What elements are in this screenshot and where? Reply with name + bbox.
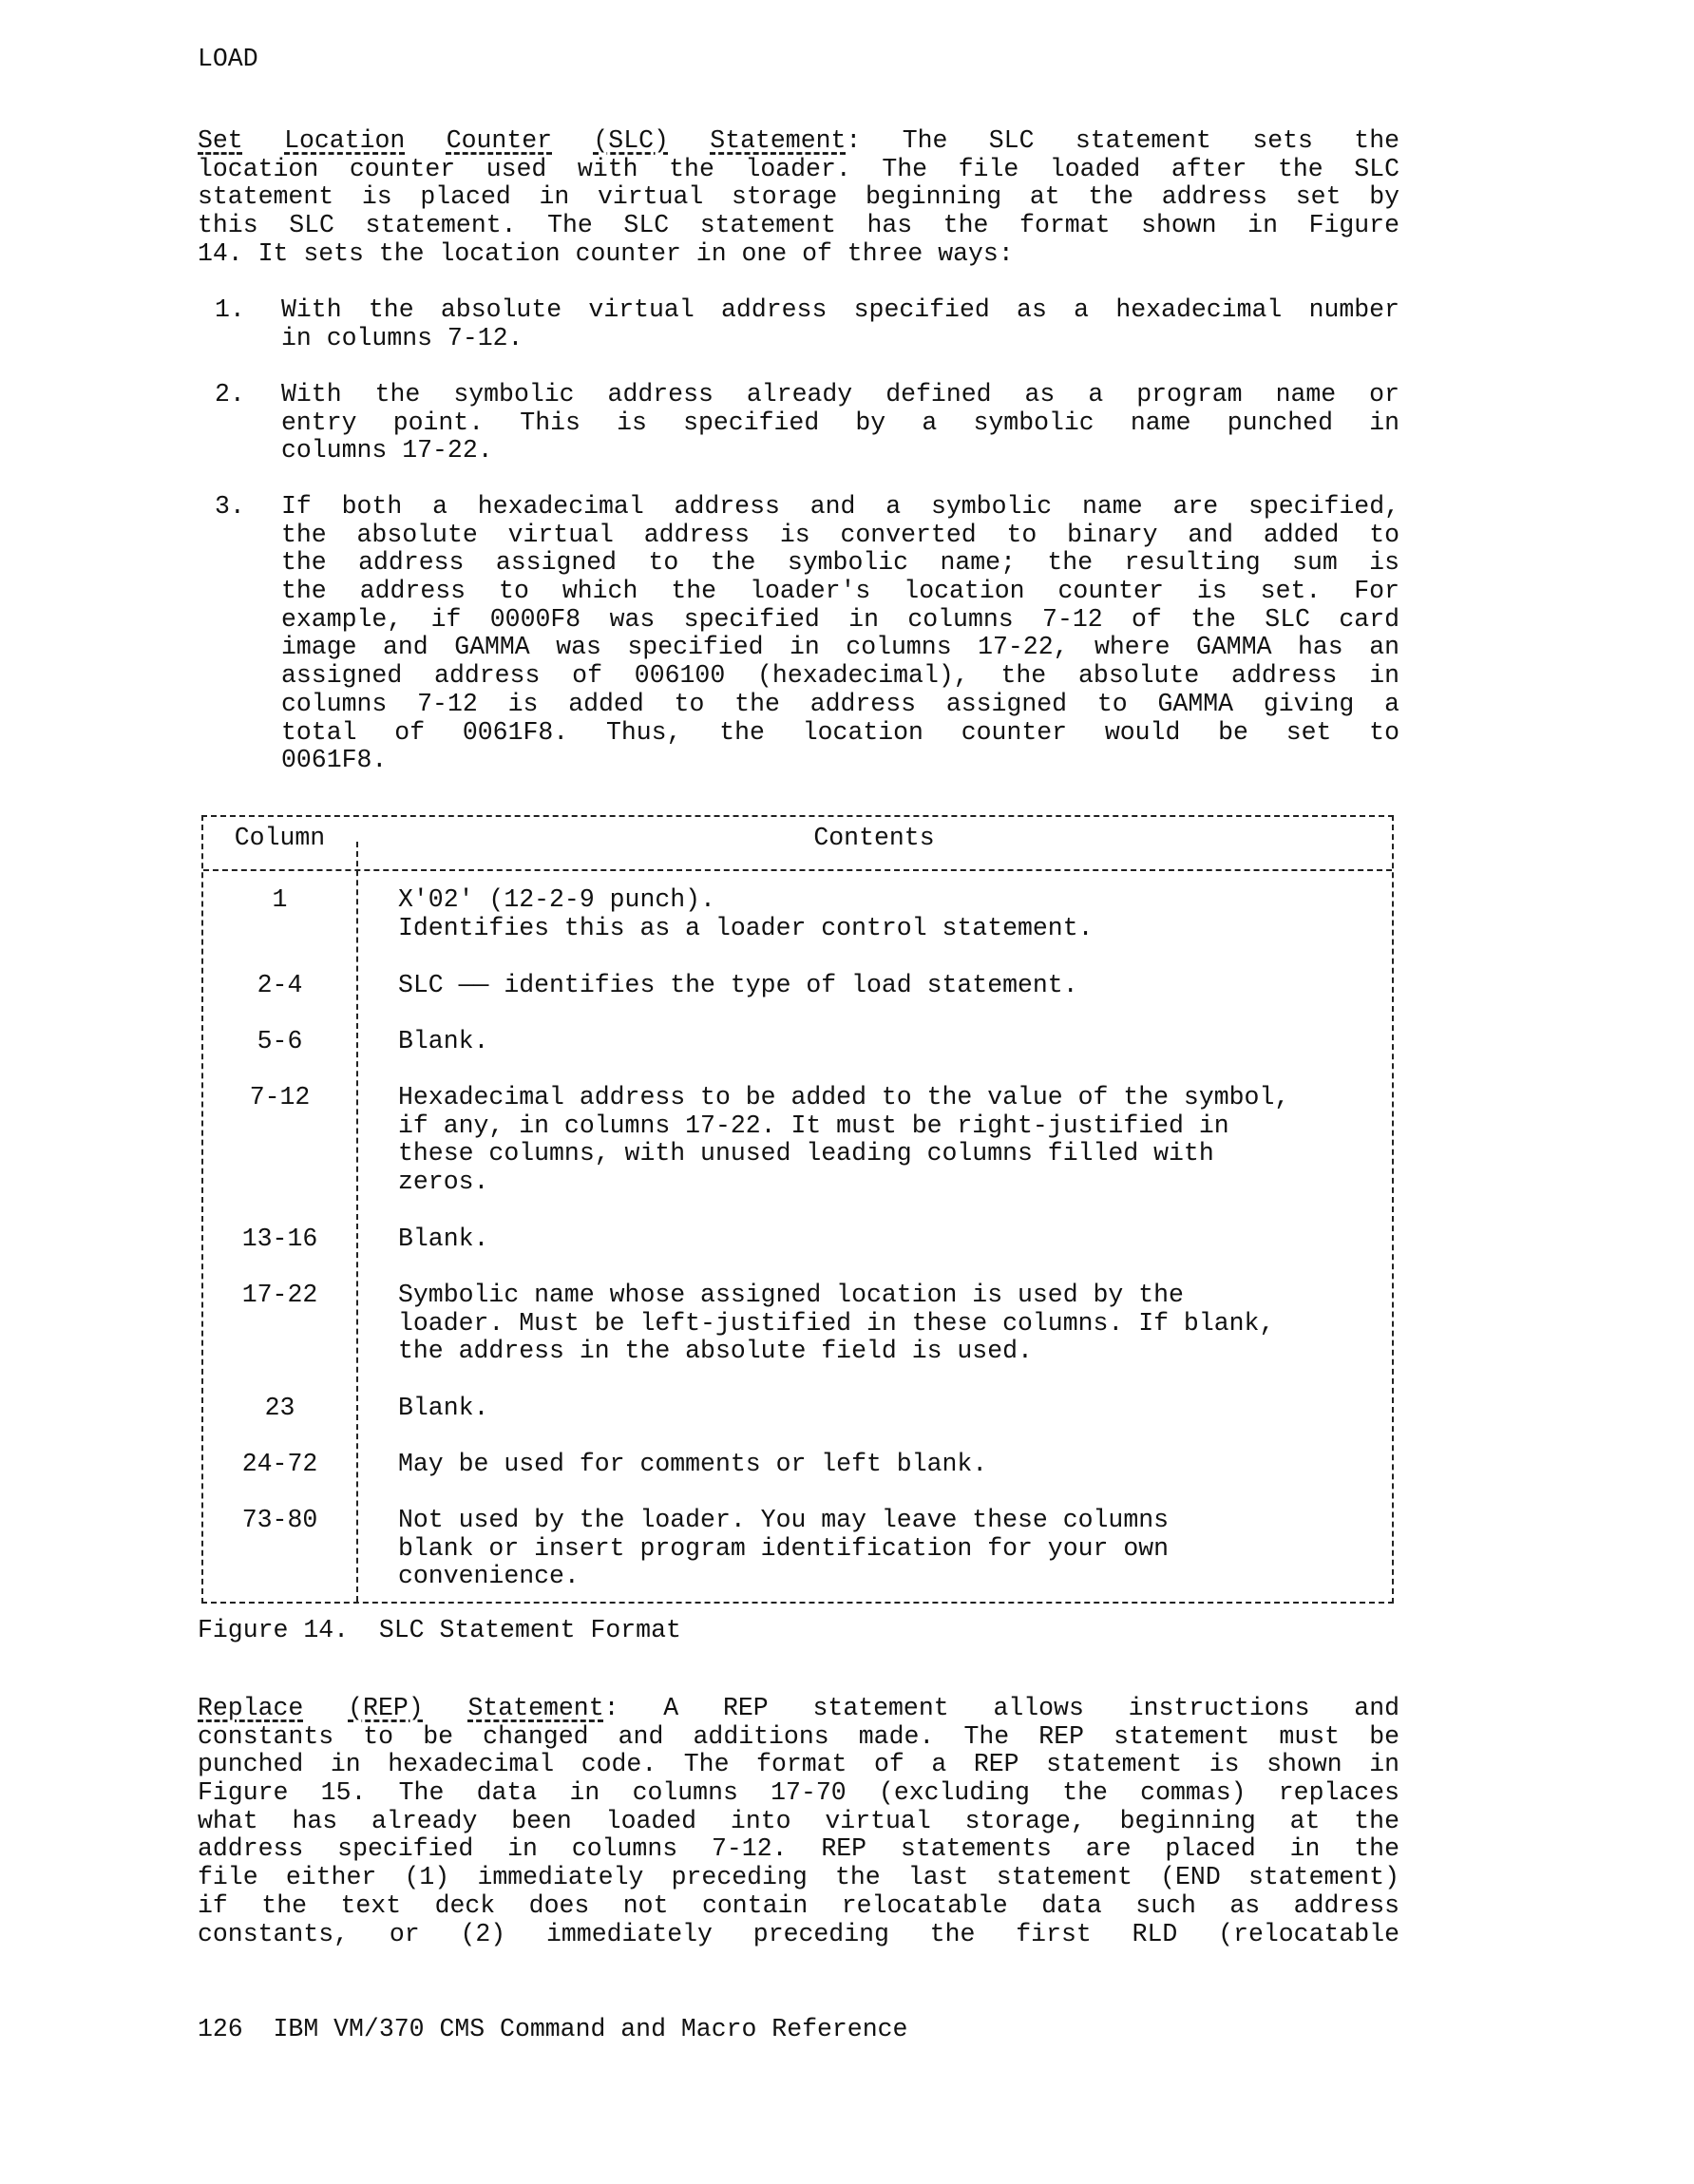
text-line: location counter used with the loader. The file loaded after the SLC [198,154,1399,183]
text-line: image and GAMMA was specified in columns 17-22, where GAMMA has an [281,633,1399,662]
cell-line: Not used by the loader. You may leave these columns [398,1506,1170,1534]
rep-heading-line [198,1695,1399,1723]
cell-line: SLC —— identifies the type of load statement. [398,971,1078,999]
cell-line: Symbolic name whose assigned location is used by the [398,1281,1184,1309]
contents-cell [398,972,1377,1000]
text-line: if the text deck does not contain relocatable data such as address [198,1890,1399,1920]
list-number: 1. [215,295,245,324]
cell-line: loader. Must be left-justified in these columns. If blank, [398,1308,1275,1338]
header-rule [203,869,1392,871]
contents-cell [398,1028,1377,1056]
contents-cell [398,1225,1377,1254]
heading-word: (REP) [348,1694,424,1722]
running-head: LOAD [198,45,258,73]
text-line: what has already been loaded into virtual storage, beginning at the [198,1806,1399,1835]
list-body [281,493,1399,775]
cell-line: zeros. [398,1168,489,1197]
contents-cell [398,1395,1377,1423]
text-line: 0061F8. [281,746,388,775]
figure-14-table [201,815,1394,1604]
contents-cell [398,886,1377,942]
heading-word: Counter [446,126,553,155]
text-line: the address to which the loader's location counter is set. For [281,577,1399,606]
column-cell: 17-22 [241,1281,318,1309]
text-line: the absolute virtual address is converted to binary and added to [281,520,1399,549]
cell-line: convenience. [398,1562,580,1591]
column-cell: 2-4 [257,971,303,999]
contents-cell [398,1507,1377,1591]
column-cell: 5-6 [257,1027,303,1055]
heading-word: Replace [198,1694,304,1722]
list-number: 3. [215,492,245,521]
text-line: total of 0061F8. Thus, the location counter would be set to [281,717,1399,747]
cell-line: Blank. [398,1394,489,1422]
text-line: the address assigned to the symbolic name; the resulting sum is [281,548,1399,578]
heading-word: Statement [710,126,847,155]
text-line: punched in hexadecimal code. The format of a REP statement is shown in [198,1750,1399,1779]
contents-cell [398,1282,1377,1366]
text-line: columns 17-22. [281,436,493,465]
column-cell: 24-72 [241,1450,318,1478]
column-cell: 23 [264,1394,295,1422]
contents-header: Contents [813,824,935,852]
heading-tail: : A REP statement allows instructions and [603,1694,1400,1722]
text-line: statement is placed in virtual storage beginning at the address set by [198,182,1399,212]
cell-line: May be used for comments or left blank. [398,1450,988,1478]
cell-line: Blank. [398,1027,489,1055]
heading-word: Set [198,126,243,155]
list-number: 2. [215,380,245,408]
list-body [281,296,1399,352]
text-line: file either (1) immediately preceding the last statement (END statement) [198,1863,1399,1892]
slc-paragraph [198,127,1399,268]
heading-tail: : The SLC statement sets the [846,126,1400,155]
cell-line: Identifies this as a loader control statement. [398,913,1094,942]
cell-line: if any, in columns 17-22. It must be right-justified in [398,1111,1229,1140]
heading-word: (SLC) [593,126,669,155]
list-body [281,381,1399,465]
column-cell: 7-12 [249,1083,311,1111]
text-line: 14. It sets the location counter in one of three ways: [198,238,1014,268]
column-separator [356,842,358,1602]
cell-line: X'02' (12-2-9 punch). [398,885,715,914]
text-line: With the absolute virtual address specified as a hexadecimal number [281,295,1399,324]
figure-caption: Figure 14. SLC Statement Format [198,1616,681,1644]
column-cell: 73-80 [241,1506,318,1534]
text-line: in columns 7-12. [281,323,523,352]
text-line: columns 7-12 is added to the address assigned to GAMMA giving a [281,689,1399,718]
text-line: If both a hexadecimal address and a symbolic name are specified, [281,492,1399,521]
column-cell: 1 [272,885,288,914]
text-line: With the symbolic address already defined as a program name or [281,380,1399,408]
column-header: Column [234,824,326,852]
text-line: assigned address of 006100 (hexadecimal), the absolute address in [281,661,1399,691]
heading-word: Location [284,126,406,155]
page-footer: 126 IBM VM/370 CMS Command and Macro Reference [198,2015,908,2043]
text-line: constants, or (2) immediately preceding the first RLD (relocatable [198,1919,1399,1948]
rep-paragraph [198,1695,1399,1948]
text-line: entry point. This is specified by a symbolic name punched in [281,408,1399,437]
contents-cell [398,1084,1377,1197]
heading-word: Statement [467,1694,604,1722]
text-line: address specified in columns 7-12. REP statements are placed in the [198,1834,1399,1864]
text-line: example, if 0000F8 was specified in columns 7-12 of the SLC card [281,604,1399,634]
contents-cell [398,1451,1377,1479]
text-line: constants to be changed and additions made. The REP statement must be [198,1721,1399,1751]
slc-heading-line [198,127,1399,156]
cell-line: blank or insert program identification for your own [398,1533,1170,1563]
text-line: this SLC statement. The SLC statement has the format shown in Figure [198,211,1399,240]
cell-line: Hexadecimal address to be added to the value of the symbol, [398,1083,1290,1111]
cell-line: the address in the absolute field is used. [398,1337,1033,1366]
cell-line: Blank. [398,1225,489,1253]
column-cell: 13-16 [241,1225,318,1253]
cell-line: these columns, with unused leading columns filled with [398,1139,1214,1168]
text-line: Figure 15. The data in columns 17-70 (excluding the commas) replaces [198,1778,1399,1808]
